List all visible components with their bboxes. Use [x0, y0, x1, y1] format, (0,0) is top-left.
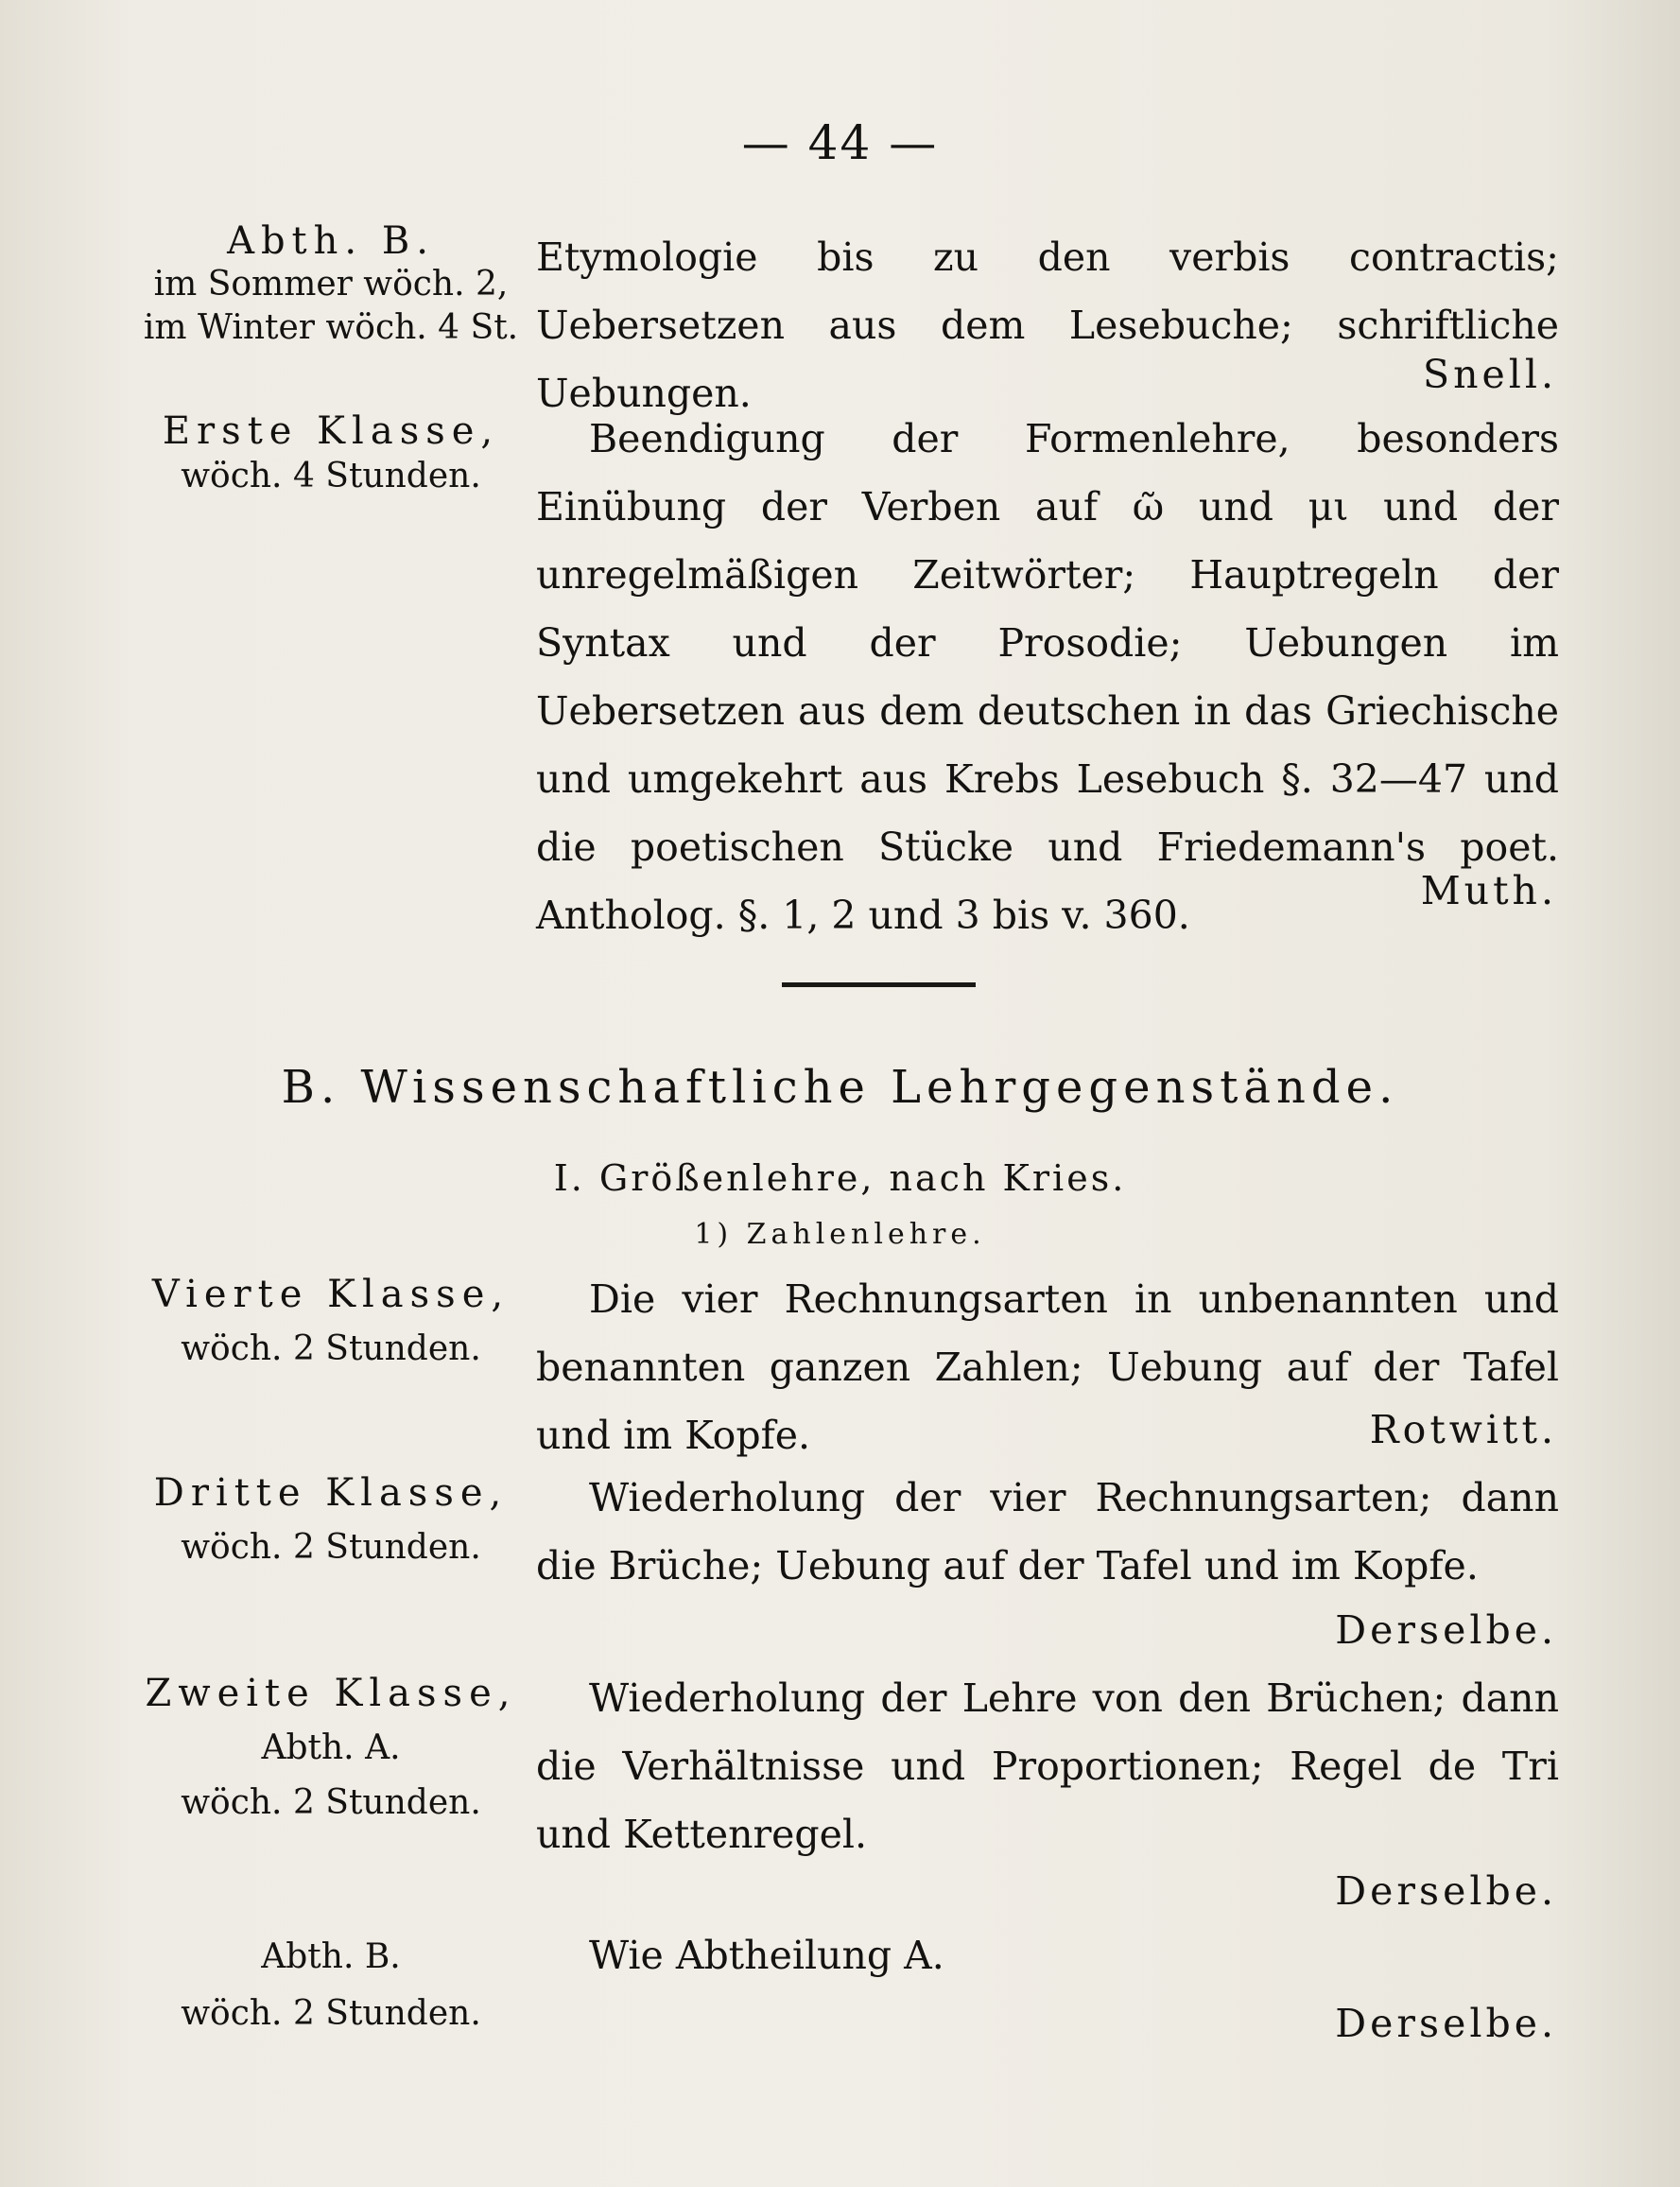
class-label-zweite-klasse: [132, 1666, 529, 1831]
section-divider: [782, 982, 976, 987]
class-schedule: wöch. 4 Stunden.: [181, 457, 481, 495]
class-schedule: wöch. 2 Stunden.: [181, 1528, 481, 1567]
class-name: Erste Klasse,: [162, 409, 500, 453]
teacher-name: Derselbe.: [1335, 2001, 1557, 2046]
teacher-name: Snell.: [1422, 352, 1557, 397]
class-label-vierte-klasse: [132, 1267, 529, 1377]
class-schedule: wöch. 2 Stunden.: [181, 1783, 481, 1822]
section-title: B. Wissenschaftliche Lehrgegenstände.: [281, 1061, 1399, 1114]
class-name: Vierte Klasse,: [151, 1273, 511, 1316]
class-name: Dritte Klasse,: [153, 1471, 509, 1515]
lesson-text: Etymologie bis zu den verbis contractis; Uebersetzen aus dem Lesebuche; schriftliche Uebungen.: [536, 234, 1559, 416]
class-label-dritte-klasse: [132, 1466, 529, 1575]
class-label-abth-b: [132, 219, 529, 350]
class-schedule: wöch. 2 Stunden.: [181, 1994, 481, 2033]
subsubsection-title: 1) Zahlenlehre.: [694, 1218, 986, 1251]
teacher-name: Derselbe.: [1335, 1607, 1557, 1653]
class-name: Abth. B.: [227, 219, 435, 263]
class-section: Abth. A.: [261, 1728, 401, 1767]
teacher-name: Rotwitt.: [1369, 1407, 1557, 1452]
class-schedule: wöch. 2 Stunden.: [181, 1329, 481, 1368]
teacher-name: Derselbe.: [1335, 1868, 1557, 1914]
class-schedule: im Winter wöch. 4 St.: [143, 308, 519, 347]
page-number: — 44 —: [741, 115, 939, 170]
lesson-text: Wiederholung der vier Rechnungsarten; dann die Brüche; Uebung auf der Tafel und im Kopfe.: [536, 1475, 1559, 1588]
lesson-text: Wie Abtheilung A.: [589, 1933, 944, 1978]
lesson-text: Wiederholung der Lehre von den Brüchen; dann die Verhältnisse und Proportionen; Regel de Tri und Kettenregel.: [536, 1675, 1559, 1857]
subsection-title: I. Größenlehre, nach Kries.: [553, 1157, 1127, 1199]
teacher-name: Muth.: [1420, 868, 1557, 913]
class-label-erste-klasse: [132, 408, 529, 499]
class-label-abth-b-2: [132, 1929, 529, 2042]
class-name: Zweite Klasse,: [145, 1672, 517, 1715]
class-section: Abth. B.: [261, 1937, 401, 1976]
lesson-text: Die vier Rechnungsarten in unbenannten und benannten ganzen Zahlen; Uebung auf der Tafel und im Kopfe.: [536, 1276, 1559, 1458]
lesson-text: Beendigung der Formenlehre, besonders Einübung der Verben auf ῶ und μι und der unregelmäßigen Zeitwörter; Hauptregeln der Syntax und der Prosodie; Uebungen im Uebersetzen aus dem deutschen in das Griechische und umgekehrt aus Krebs Lesebuch §. 32—47 und die poetischen Stücke und Friedemann's poet. Antholog. §. 1, 2 und 3 bis v. 360.: [536, 416, 1559, 938]
class-schedule: im Sommer wöch. 2,: [153, 265, 509, 304]
